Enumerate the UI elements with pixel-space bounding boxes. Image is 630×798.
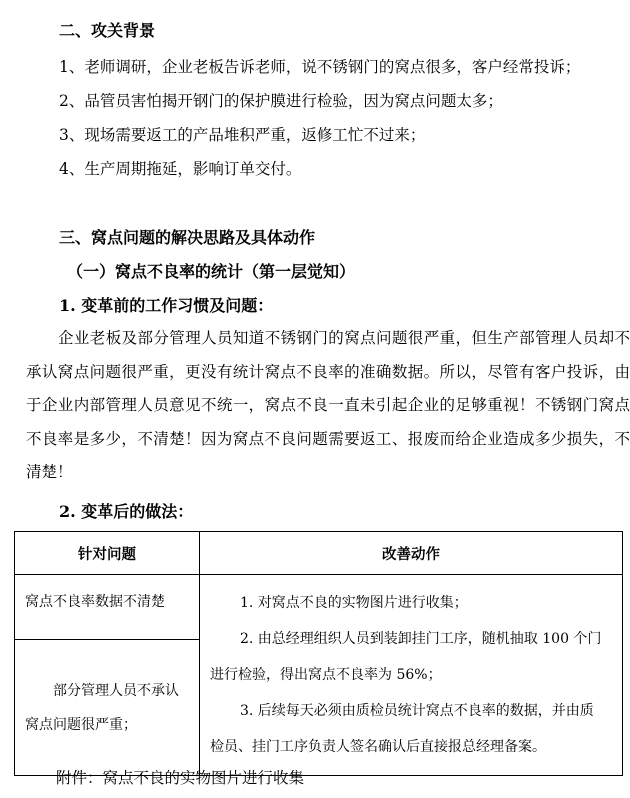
section2-heading: 二、攻关背景: [59, 21, 156, 40]
action-item: 3. 后续每天必须由质检员统计窝点不良率的数据，并由质检员、挂门工序负责人签名确认后直接报总经理备案。: [210, 703, 594, 755]
footer-note: 附件：窝点不良的实物图片进行收集: [56, 769, 305, 787]
table-header-problem: 针对问题: [15, 532, 200, 575]
after-heading: 2. 变革后的做法：: [59, 502, 194, 521]
improvement-table: [14, 531, 623, 776]
table-row: [15, 575, 623, 640]
actions-cell: [200, 575, 623, 776]
before-paragraph: 企业老板及部分管理人员知道不锈钢门的窝点问题很严重，但生产部管理人员却不承认窝点问题很严重，更没有统计窝点不良率的准确数据。所以，尽管有客户投诉，由于企业内部管理人员意见不统一，窝点不良一直未引起企业的足够重视！不锈钢门窝点不良率是多少，不清楚！因为窝点不良问题需要返工、报废而给企业造成多少损失，不清楚！: [26, 329, 630, 481]
list-item: 2、品管员害怕揭开钢门的保护膜进行检验，因为窝点问题太多；: [59, 92, 503, 110]
table-header-row: [15, 532, 623, 575]
section3-heading: 三、窝点问题的解决思路及具体动作: [59, 228, 316, 247]
problem-text: 窝点不良率数据不清楚: [25, 594, 165, 610]
problem-cell: [15, 640, 200, 776]
problem-text: 部分管理人员不承认窝点问题很严重；: [25, 682, 179, 733]
subheading: （一）窝点不良率的统计（第一层觉知）: [67, 262, 356, 281]
list-item: 4、生产周期拖延，影响订单交付。: [59, 160, 302, 178]
action-item: 1. 对窝点不良的实物图片进行收集；: [240, 595, 468, 611]
table-header-action: 改善动作: [200, 532, 623, 575]
before-heading: 1. 变革前的工作习惯及问题：: [59, 296, 274, 315]
problem-cell: [15, 575, 200, 640]
list-item: 1、老师调研，企业老板告诉老师，说不锈钢门的窝点很多，客户经常投诉；: [59, 58, 581, 76]
list-item: 3、现场需要返工的产品堆积严重，返修工忙不过来；: [59, 126, 426, 144]
action-item: 2. 由总经理组织人员到装卸挂门工序，随机抽取 100 个门进行检验，得出窝点不良率为 56%；: [210, 631, 602, 683]
